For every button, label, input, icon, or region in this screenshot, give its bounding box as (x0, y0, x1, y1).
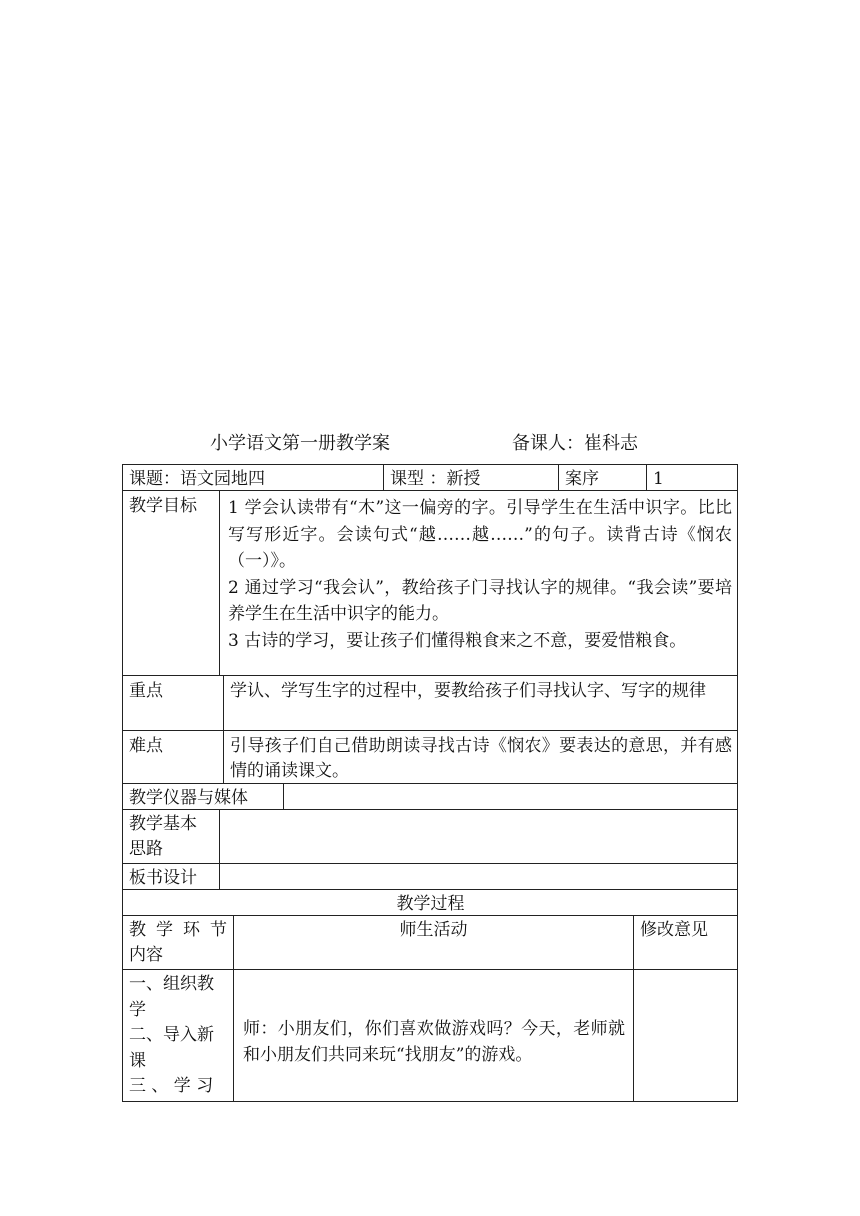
type-cell: 课型 ：新授 (383, 465, 558, 490)
difficulties-text: 引导孩子们自己借助朗读寻找古诗《悯农》要表达的意思，并有感情的诵读课文。 (223, 731, 738, 783)
key-points-row (122, 676, 738, 731)
media-value (283, 784, 738, 809)
objective-item-2: 2 通过学习“我会认”，教给孩子门寻找认字的规律。“我会读”要培养学生在生活中识字的能力。 (228, 577, 732, 624)
approach-row (122, 810, 738, 864)
approach-value (219, 810, 738, 863)
board-label: 板书设计 (129, 868, 197, 888)
objectives-row (122, 491, 738, 676)
process-title: 教学过程 (396, 894, 465, 914)
stage-list (123, 970, 233, 1101)
objectives-label: 教学目标 (129, 496, 197, 516)
process-header-row (122, 916, 738, 970)
media-row (122, 784, 738, 810)
board-value (219, 864, 738, 889)
process-content-row (122, 970, 738, 1102)
board-row (122, 864, 738, 890)
stage-item-1: 一、组织教学 (129, 974, 214, 1020)
document-header (0, 430, 860, 458)
stage-item-2: 二、导入新课 (129, 1025, 214, 1071)
info-row (122, 464, 738, 491)
process-title-row (122, 890, 738, 916)
key-points-text: 学认、学写生字的过程中，要教给孩子们寻找认字、写字的规律 (223, 676, 738, 730)
objective-item-3: 3 古诗的学习，要让孩子们懂得粮食来之不意，要爱惜粮食。 (228, 630, 687, 651)
key-points-label: 重点 (129, 681, 163, 701)
difficulties-label: 难点 (129, 736, 163, 756)
col-stage-header: 教 学 环 节 内容 (129, 920, 227, 965)
order-label-cell: 案序 (558, 465, 646, 490)
objective-item-1: 1 学会认读带有“木”这一偏旁的字。引导学生在生活中识字。比比写写形近字。会读句式“越……越……”的句子。读背古诗《悯农（一）》。 (228, 498, 732, 571)
media-label: 教学仪器与媒体 (129, 788, 248, 808)
col-activity-header: 师生活动 (233, 916, 633, 969)
approach-label: 教学基本思路 (129, 814, 197, 859)
objectives-content (219, 491, 738, 675)
stage-item-3: 三 、 学 习 (129, 1076, 214, 1096)
topic-cell: 课题：语文园地四 (129, 469, 265, 489)
document-title: 小学语文第一册教学案 (210, 433, 390, 454)
col-revision-header: 修改意见 (633, 916, 738, 969)
difficulties-row (122, 731, 738, 784)
author-line: 备课人：崔科志 (512, 433, 638, 454)
order-value-cell: 1 (646, 465, 738, 490)
activity-text: 师：小朋友们，你们喜欢做游戏吗？今天，老师就和小朋友们共同来玩“找朋友”的游戏。 (233, 970, 633, 1101)
revision-value (633, 970, 738, 1101)
